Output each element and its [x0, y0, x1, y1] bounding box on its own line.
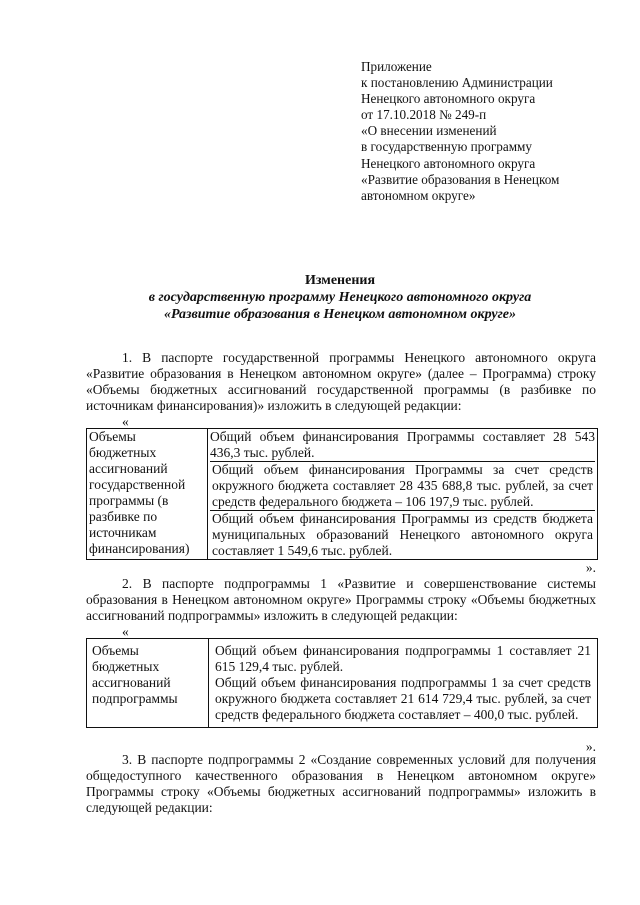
section-1-table	[86, 428, 598, 560]
appendix-line: Ненецкого автономного округа	[361, 155, 536, 171]
title-line-1: Изменения	[304, 273, 376, 288]
section-1-text: 1. В паспорте государственной программы Ненецкого автономного округа «Развитие образования в Ненецком автономном округе» (далее – Программа) строку «Объемы бюджетных ассигнований государственной программы (в разбивке по источникам финансирования)» изложить в следующей редакции:	[86, 350, 596, 413]
table-row	[87, 429, 598, 560]
section-2-open-quote: «	[122, 624, 129, 639]
appendix-line: к постановлению Администрации	[361, 75, 553, 91]
section-3-text: 3. В паспорте подпрограммы 2 «Создание современных условий для получения общедоступного качественного образования в Ненецком автономном округе» Программы строку «Объемы бюджетных ассигнований подпрограммы» изложить в следующей редакции:	[86, 752, 596, 815]
section-2-table	[86, 638, 598, 728]
appendix-line: Ненецкого автономного округа	[361, 91, 536, 107]
table-label-cell	[87, 429, 208, 560]
table-value-cell	[209, 639, 598, 728]
title-line-2: в государственную программу Ненецкого автономного округа	[148, 290, 532, 305]
section-2-paragraph	[86, 576, 596, 624]
section-1-open-quote: «	[122, 414, 129, 429]
section-2-close-quote: ».	[585, 739, 596, 754]
section-1-paragraph	[86, 350, 596, 414]
document-title	[80, 272, 600, 323]
table-label: Объемы бюджетных ассигнований подпрограммы	[92, 643, 178, 706]
appendix-line: Приложение	[361, 59, 432, 74]
appendix-header	[361, 59, 606, 204]
table-row	[87, 639, 598, 728]
appendix-line: в государственную программу	[361, 139, 532, 155]
table-value-1: Общий объем финансирования подпрограммы 1 составляет 21 615 129,4 тыс. рублей.	[215, 643, 591, 674]
appendix-line: «Развитие образования в Ненецком	[361, 171, 560, 187]
section-3-paragraph	[86, 752, 596, 816]
table-label: Объемы бюджетных ассигнований государственной программы (в разбивке по источникам финансирования)	[89, 429, 190, 556]
section-2-text: 2. В паспорте подпрограммы 1 «Развитие и совершенствование системы образования в Ненецком автономном округе» Программы строку «Объемы бюджетных ассигнований подпрограммы» изложить в следующей редакции:	[86, 576, 596, 623]
table-value-2: Общий объем финансирования Программы за счет средств окружного бюджета составляет 28 435 688,8 тыс. рублей, за счет средств федерального бюджета – 106 197,9 тыс. рублей.	[212, 462, 593, 509]
table-value-3: Общий объем финансирования Программы из средств бюджета муниципальных образований Ненецкого автономного округа составляет 1 549,6 тыс. рублей.	[212, 511, 593, 558]
title-line-3: «Развитие образования в Ненецком автономном округе»	[164, 307, 516, 322]
appendix-line: от 17.10.2018 № 249-п	[361, 107, 487, 123]
appendix-line: автономном округе»	[361, 187, 476, 203]
table-value-2: Общий объем финансирования подпрограммы 1 за счет средств окружного бюджета составляет 21 614 729,4 тыс. рублей, за счет средств федерального бюджета составляет – 400,0 тыс. рублей.	[215, 675, 591, 722]
table-value-cell	[208, 429, 598, 560]
table-label-cell	[87, 639, 209, 728]
section-1-close-quote: ».	[585, 560, 596, 575]
appendix-line: «О внесении изменений	[361, 123, 497, 139]
table-value-1: Общий объем финансирования Программы составляет 28 543 436,3 тыс. рублей.	[210, 429, 595, 460]
